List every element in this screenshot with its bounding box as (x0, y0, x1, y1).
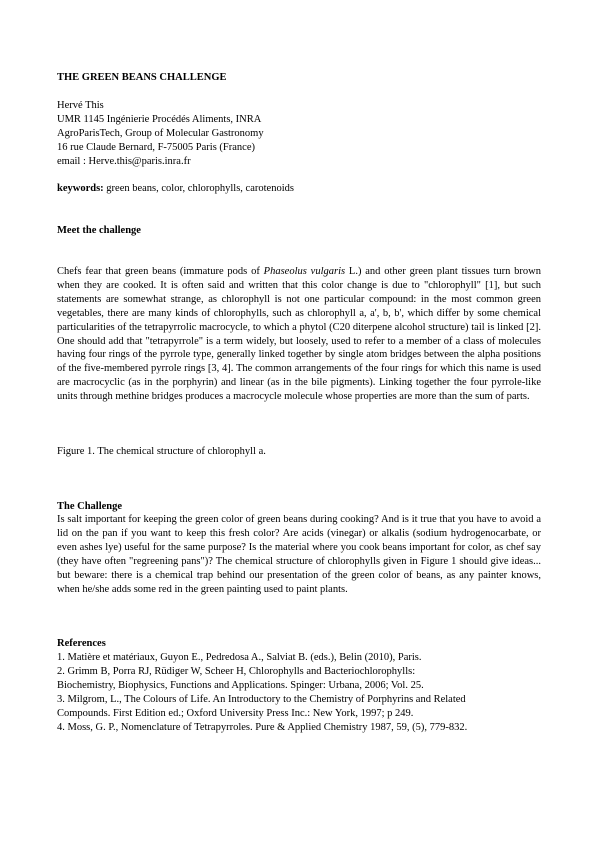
keywords-line (57, 182, 294, 196)
body-paragraph-intro (57, 265, 541, 404)
reference-item: Compounds. First Edition ed.; Oxford University Press Inc.: New York, 1997; p 249. (57, 707, 414, 719)
reference-item: 3. Milgrom, L., The Colours of Life. An Introductory to the Chemistry of Porphyrins and Related (57, 693, 466, 705)
para1-species-name: Phaseolus vulgaris (263, 266, 346, 277)
author-email: email : Herve.this@paris.inra.fr (57, 155, 191, 167)
keywords-text: green beans, color, chlorophylls, carotenoids (103, 183, 294, 194)
reference-item: 1. Matière et matériaux, Guyon E., Pedredosa A., Salviat B. (eds.), Belin (2010), Paris. (57, 652, 422, 663)
para1-text-a: Chefs fear that green beans (immature pods of (57, 266, 264, 277)
references-list (57, 651, 541, 734)
author-name: Hervé This (57, 100, 104, 111)
body-paragraph-challenge: Is salt important for keeping the green color of green beans during cooking? And is it true that you have to avoid a lid on the pan if you want to keep this fresh color? Are acids (vinegar) or alkalis (sodium hydrogenocarbate, or even ashes lye) useful for the same purpose? Is the material where you cook beans important for color, as chef say (they have often "regreening pans")? The chemical structure of chlorophylls given in Figure 1 should give ideas... but beware: there is a chemical trap behind our presentation of the green color of beans, as any painter knows, when he/she adds some red in the green painting used to paint plants. (57, 514, 541, 595)
reference-item: Biochemistry, Biophysics, Functions and Applications. Spinger: Urbana, 2006; Vol. 25. (57, 679, 424, 691)
reference-item: 2. Grimm B, Porra RJ, Rüdiger W, Scheer H, Chlorophylls and Bacteriochlorophylls: (57, 665, 416, 677)
section-heading-challenge: The Challenge (57, 501, 123, 512)
reference-item: 4. Moss, G. P., Nomenclature of Tetrapyrroles. Pure & Applied Chemistry 1987, 59, (5), 779-832. (57, 721, 468, 733)
section-heading-meet: Meet the challenge (57, 225, 141, 236)
section-heading-references: References (57, 638, 106, 649)
author-address: 16 rue Claude Bernard, F-75005 Paris (France) (57, 141, 255, 153)
para1-text-b: L.) and other green plant tissues turn brown when they are cooked. It is often said and written that this color change is due to "chlorophyll" [1], but such statements are somewhat strange, as chlorophyll is not one particular compound: in the most common green vegetables, there are many kinds of chlorophylls, such as chlorophyll a, a', b, b', which differ by some chemical particularities of the tetrapyrrolic macrocycle, to which a phytol (C20 diterpene alcohol structure) tail is linked [2]. One should add that "tetrapyrrole" is a term widely, but loosely, used to refer to a member of a class of molecules having four rings of the pyrrole type, generally linked together by single atom bridges between the alpha positions of the five-membered pyrrole rings [3, 4]. The common arrangements of the four rings for which this name is used are macrocyclic (as in the porphyrin) and linear (as in the bile pigments). Linking together the four pyrrole-like units through methine bridges produces a macrocycle molecule whose properties are more than the sum of parts. (57, 266, 541, 403)
keywords-label: keywords: (57, 183, 104, 194)
figure-caption: Figure 1. The chemical structure of chlorophyll a. (57, 446, 266, 457)
author-block (57, 99, 264, 169)
paper-title: THE GREEN BEANS CHALLENGE (57, 72, 227, 83)
author-affiliation-2: AgroParisTech, Group of Molecular Gastronomy (57, 127, 264, 139)
author-affiliation-1: UMR 1145 Ingénierie Procédés Aliments, INRA (57, 113, 262, 125)
